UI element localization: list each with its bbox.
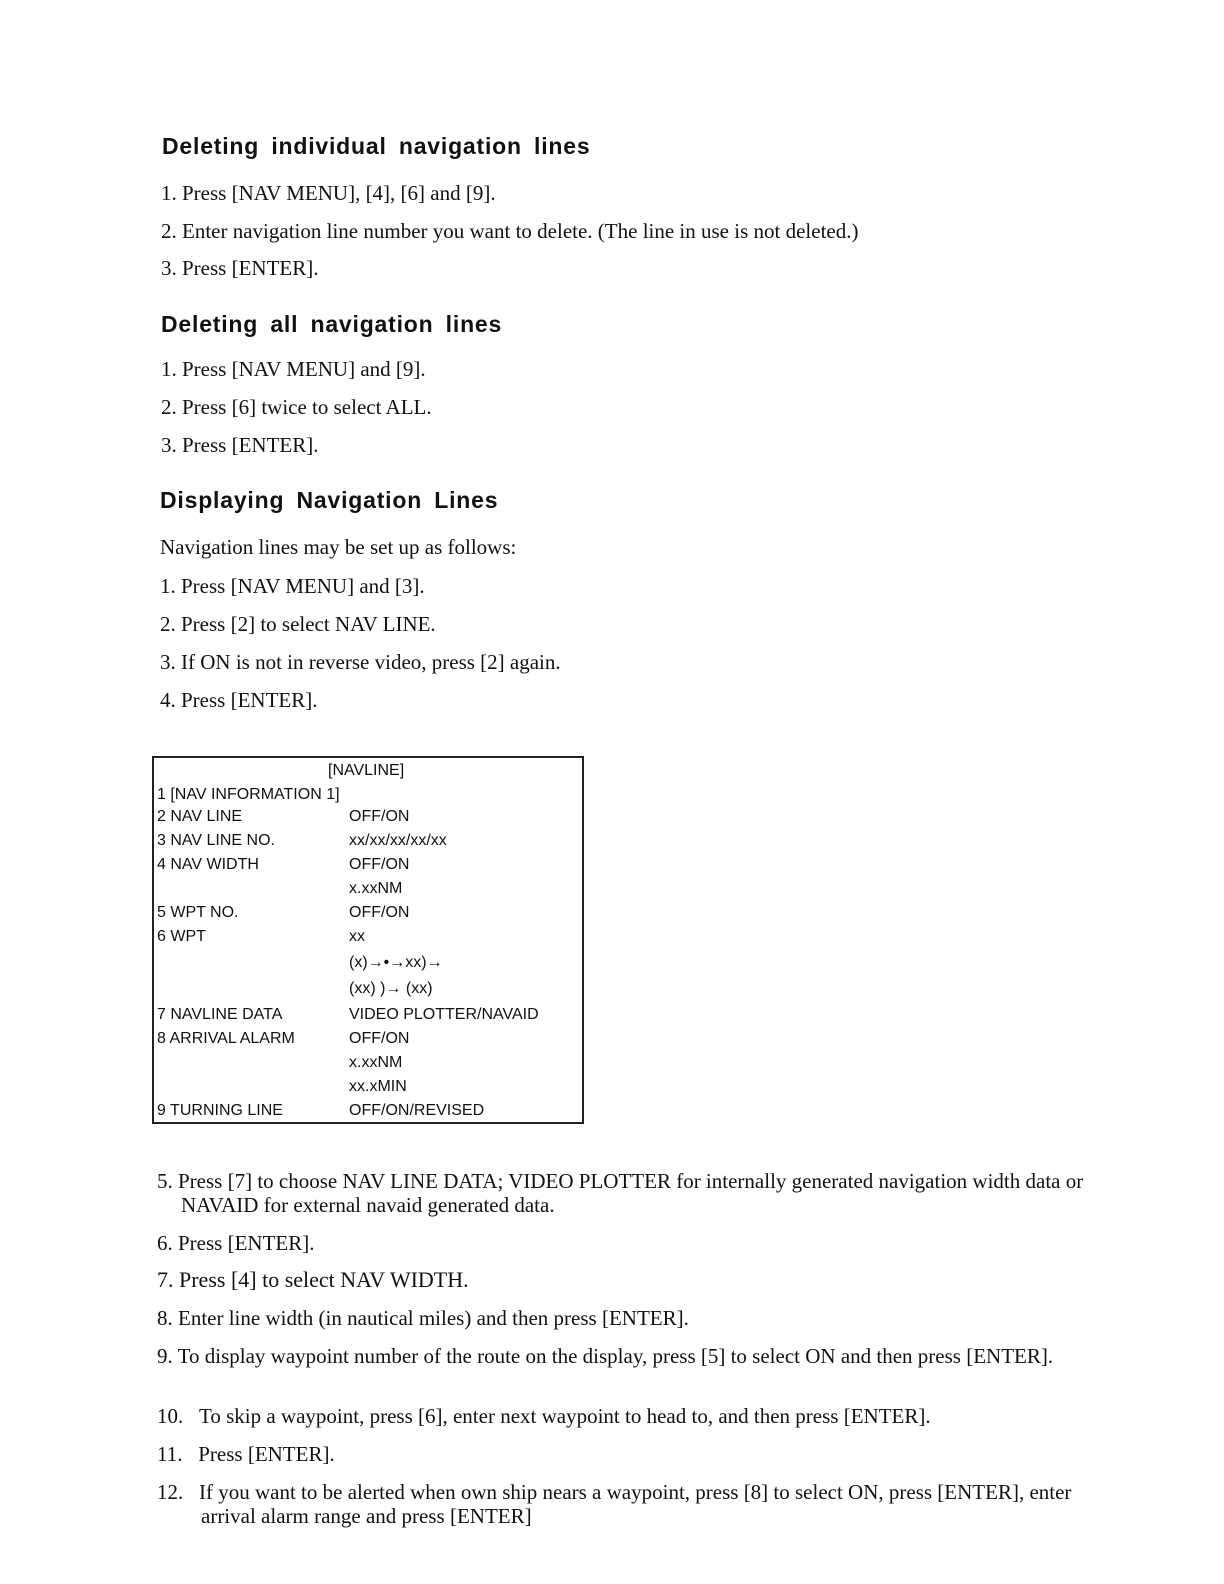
step-text: Press [NAV MENU] and [3]. xyxy=(181,574,425,598)
step-text: Press [NAV MENU] and [9]. xyxy=(182,357,426,381)
step-text: Press [2] to select NAV LINE. xyxy=(181,612,436,636)
heading-delete-individual: Deleting individual navigation lines xyxy=(162,133,591,159)
menu-row-value: xx/xx/xx/xx/xx xyxy=(349,832,447,849)
step-number: 12. xyxy=(157,1480,184,1504)
list-item xyxy=(157,1480,1101,1528)
menu-row-value: xx xyxy=(349,928,365,945)
list-item xyxy=(157,1442,335,1466)
menu-row-value: xx.xMIN xyxy=(349,1078,407,1095)
menu-row-value: x.xxNM xyxy=(349,1054,403,1071)
menu-row-label: 4 NAV WIDTH xyxy=(157,856,259,873)
step-number: 1. xyxy=(161,357,177,381)
intro-text: Navigation lines may be set up as follows: xyxy=(160,535,517,559)
menu-row xyxy=(157,832,577,854)
menu-row-label: 2 NAV LINE xyxy=(157,808,243,825)
list-item xyxy=(161,219,858,243)
step-text: To skip a waypoint, press [6], enter next waypoint to head to, and then press [ENTER]. xyxy=(199,1404,931,1428)
list-item xyxy=(157,1404,931,1428)
step-number: 2. xyxy=(161,219,177,243)
menu-row-value: (xx) )→ (xx) xyxy=(349,980,433,997)
list-item xyxy=(157,1231,314,1255)
step-text: Press [NAV MENU], [4], [6] and [9]. xyxy=(182,181,496,205)
menu-row-label: 8 ARRIVAL ALARM xyxy=(157,1030,295,1047)
menu-title: [NAVLINE] xyxy=(328,762,405,779)
step-number: 5. xyxy=(157,1169,173,1193)
step-text: If ON is not in reverse video, press [2] again. xyxy=(181,650,561,674)
menu-row-value: OFF/ON xyxy=(349,1030,410,1047)
menu-row-value: OFF/ON xyxy=(349,808,410,825)
list-item xyxy=(161,357,426,381)
heading-delete-all: Deleting all navigation lines xyxy=(161,311,503,337)
step-number: 1. xyxy=(160,574,176,598)
menu-row-value: x.xxNM xyxy=(349,880,403,897)
step-text: Press [4] to select NAV WIDTH. xyxy=(179,1267,469,1292)
list-item xyxy=(160,612,436,636)
menu-row xyxy=(157,1054,577,1076)
menu-row xyxy=(157,1078,577,1100)
step-number: 8. xyxy=(157,1306,173,1330)
step-text: If you want to be alerted when own ship nears a waypoint, press [8] to select ON, press [ENTER], enter arrival alarm range and press [ENTER] xyxy=(199,1480,1072,1528)
menu-row-value: (x)→•→xx)→ xyxy=(349,954,443,971)
step-text: Press [ENTER]. xyxy=(182,433,319,457)
step-number: 3. xyxy=(161,433,177,457)
menu-row xyxy=(157,928,577,950)
step-number: 4. xyxy=(160,688,176,712)
menu-row-value: VIDEO PLOTTER/NAVAID xyxy=(349,1006,539,1023)
heading-displaying-lines: Displaying Navigation Lines xyxy=(160,487,499,513)
step-number: 2. xyxy=(160,612,176,636)
menu-row-label: 5 WPT NO. xyxy=(157,904,239,921)
step-text: Enter navigation line number you want to delete. (The line in use is not deleted.) xyxy=(182,219,859,243)
step-number: 10. xyxy=(157,1404,184,1428)
menu-row-value: OFF/ON xyxy=(349,904,410,921)
step-text: Enter line width (in nautical miles) and then press [ENTER]. xyxy=(178,1306,689,1330)
step-text: Press [ENTER]. xyxy=(198,1442,335,1466)
list-item xyxy=(157,1169,1101,1217)
menu-row xyxy=(157,904,577,926)
menu-row-label: 6 WPT xyxy=(157,928,206,945)
step-number: 3. xyxy=(161,256,177,280)
list-item xyxy=(160,574,425,598)
list-item xyxy=(161,256,318,280)
step-number: 1. xyxy=(161,181,177,205)
list-item xyxy=(160,650,561,674)
menu-row-label: 9 TURNING LINE xyxy=(157,1102,283,1119)
menu-row xyxy=(157,880,577,902)
step-text: Press [7] to choose NAV LINE DATA; VIDEO PLOTTER for internally generated navigation width data or NAVAID for external navaid generated data. xyxy=(178,1169,1084,1217)
step-text: Press [6] twice to select ALL. xyxy=(182,395,432,419)
list-item xyxy=(161,433,318,457)
menu-row-label: 3 NAV LINE NO. xyxy=(157,832,275,849)
menu-row xyxy=(157,856,577,878)
step-text: To display waypoint number of the route on the display, press [5] to select ON and then press [ENTER]. xyxy=(177,1344,1054,1368)
menu-row-label: 7 NAVLINE DATA xyxy=(157,1006,283,1023)
step-text: Press [ENTER]. xyxy=(181,688,318,712)
list-item xyxy=(157,1306,689,1330)
menu-row xyxy=(157,808,577,830)
step-text: Press [ENTER]. xyxy=(178,1231,315,1255)
step-number: 2. xyxy=(161,395,177,419)
step-number: 9. xyxy=(157,1344,173,1368)
list-item xyxy=(161,395,432,419)
menu-row xyxy=(157,954,577,976)
menu-row xyxy=(157,1030,577,1052)
list-item xyxy=(157,1268,469,1292)
step-number: 6. xyxy=(157,1231,173,1255)
menu-item-nav-information: 1 [NAV INFORMATION 1] xyxy=(157,786,340,803)
list-item xyxy=(160,688,317,712)
list-item xyxy=(161,181,496,205)
menu-row-value: OFF/ON xyxy=(349,856,410,873)
step-number: 7. xyxy=(157,1267,174,1292)
step-number: 11. xyxy=(157,1442,183,1466)
navline-menu-figure xyxy=(152,756,584,1124)
menu-row xyxy=(157,980,577,1002)
menu-row xyxy=(157,1006,577,1028)
step-number: 3. xyxy=(160,650,176,674)
menu-row-value: OFF/ON/REVISED xyxy=(349,1102,485,1119)
step-text: Press [ENTER]. xyxy=(182,256,319,280)
menu-row xyxy=(157,1102,577,1124)
list-item xyxy=(157,1344,1101,1368)
